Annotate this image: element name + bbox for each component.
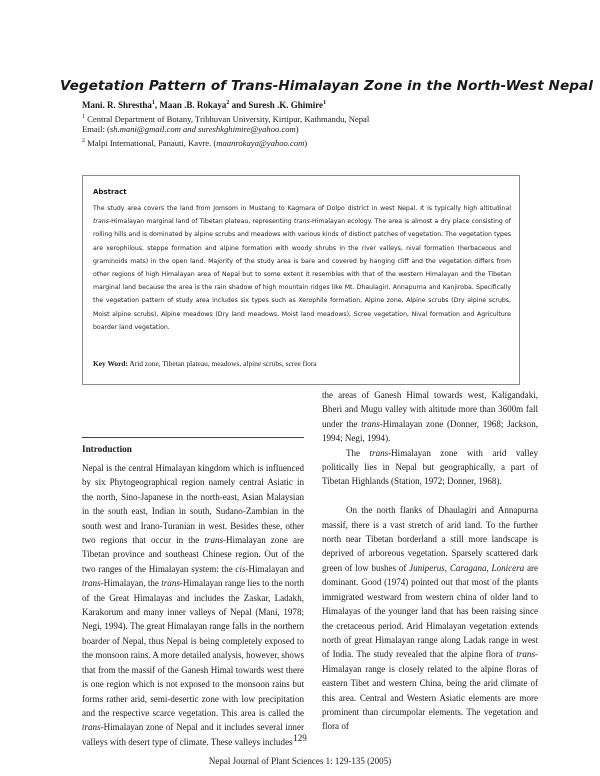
affiliation-2-marker: 2 <box>82 138 85 144</box>
email-label: Email: ( <box>82 124 110 134</box>
author-separator: , <box>154 100 160 110</box>
intro-text-part: -Himalayan range lies to the north of the Great Himalayas and includes the Zaskar, Ladakh, Karakorum and many inner valleys of Nepal (Mani, 1978; Negi, 1994). The great Himalayan range falls in the northern boarder of Nepal, thus Nepal is being completely exposed to the monsoon rains. A more detailed analysis, however, shows that from the massif of the Ganesh Himal towards west there is one region which is not exposed to the monsoon rains but forms rather arid, semi-desertic zone with low precipitation and the respective scarce vegetation. This area is called the <box>82 578 305 718</box>
intro-text-part: -Himalayan zone (Donner, 1968; Jackson, 1994; Negi, 1994). <box>322 418 538 444</box>
abstract-italic: trans <box>93 218 109 226</box>
journal-citation: Nepal Journal of Plant Sciences 1: 129-135 (2005) <box>208 756 392 766</box>
intro-italic: trans <box>82 722 101 733</box>
intro-italic-taxon: Caragana <box>449 562 487 573</box>
intro-text-part: -Himalayan zone of Nepal and it includes several inner valleys with desert type of climate. These valleys includes <box>82 722 304 747</box>
author-3: Suresh .K. Ghimire <box>248 100 324 110</box>
intro-text-part: -Himalayan and <box>245 563 304 574</box>
intro-text-part: -Himalayan zone are Tibetan province and southeast Chinese region. Out of the two ranges of the Himalayan system: the <box>82 535 304 574</box>
affiliation-1-marker: 1 <box>82 114 85 120</box>
intro-text-part: -Himalayan, the <box>100 578 162 589</box>
intro-italic: trans <box>516 649 535 660</box>
abstract-text-part: The study area covers the land from Jomsom in Mustang to Kagmara of Dolpo district in west Nepal. It is typically high altitudinal <box>93 205 511 212</box>
affiliation-1 <box>82 112 369 125</box>
email-close: ) <box>295 124 299 134</box>
email-line <box>82 124 299 135</box>
affiliation-2-close: ) <box>304 137 308 148</box>
page-number: 129 <box>293 733 307 743</box>
intro-text-part: The <box>346 447 370 458</box>
section-heading-introduction: Introduction <box>82 444 132 454</box>
intro-left-column <box>82 461 304 749</box>
intro-text-part: Nepal is the central Himalayan kingdom which is influenced by six Phytogeographical region namely central Asiatic in the north, Sino-Japanese in the north-east, Asian Malaysian in the south east, Indian in south, Sudano-Zambian in the south west and Irano-Turanian in west. Besides these, other two regions that occur in the <box>82 463 304 546</box>
intro-right-column <box>322 388 538 734</box>
intro-text-part: are dominant. Good (1974) pointed out that most of the plants immigrated westward from western china of older land to Himalayas of the younger land that has been raising since the cretaceous period. Arid Himalayan vegetation extends north of great Himalayan range along Ladak range in west of India. The study revealed that the alpine flora of <box>322 562 538 660</box>
keywords-label: Key Word: <box>93 359 128 368</box>
intro-italic: trans <box>161 578 180 589</box>
author-separator: and <box>229 100 249 110</box>
abstract-text <box>93 202 511 334</box>
abstract-italic: trans <box>293 218 310 226</box>
affiliation-2 <box>82 136 307 149</box>
intro-italic: trans <box>82 578 101 589</box>
email-value: sh.mani@gmail.com and sureshkghimire@yahoo.com <box>109 124 296 134</box>
affiliation-1-text: Central Department of Botany, Tribhuvan University, Kirtipur, Kathmandu, Nepal <box>85 113 370 124</box>
affiliation-2-email: maanrokaya@yahoo.com <box>216 137 305 148</box>
intro-text-part: , <box>486 562 492 573</box>
abstract-text-part: -Himalayan ecology. The area is almost a dry place consisting of rolling hills and is dominated by alpine scrubs and meadows with various kinds of distinct patches of vegetation. The vegetation types are xerophilous, steppe formation and alpine formation with woody shrubs in the river valleys, nival formation (herbaceous and graminoids mats) in the open land. Majority of the study area is bare and covered by hanging cliff and the vegetation differs from other regions of high Himalayan area of Nepal but to some extent it resembles with that of the western Himalayan and the Tibetan marginal land because the area is the rain shadow of high mountain ridges like Mt. Dhaulagiri, Annapurna and Kanjiroba. Specifically the vegetation pattern of study area includes six types such as Xerophile formation, Alpine zone, Alpine scrubs (Dry alpine scrubs, Moist alpine scrubs), Alpine meadows (Dry land meadows, Moist land meadows), Scree vegetation, Nival formation and Agriculture boarder land vegetation. <box>93 218 511 331</box>
keywords-line <box>93 359 317 368</box>
abstract-heading: Abstract <box>93 188 127 196</box>
intro-italic: cis <box>235 563 246 574</box>
intro-text-part: -Himalayan zone with arid valley politically lies in Nepal but geographically, a part of Tibetan Highlands (Station, 1972; Donner, 1968). <box>322 447 538 487</box>
affiliation-2-text: Malpi International, Panauti, Kavre. ( <box>85 137 217 148</box>
intro-italic: trans <box>369 447 389 458</box>
intro-text-part: the areas of Ganesh Himal towards west, Kaligandaki, Bheri and Mugu valley with altitude more than 3600m fall under the <box>322 390 538 429</box>
author-2-affil: 2 <box>226 100 230 106</box>
intro-italic-taxon: Juniperus <box>409 562 445 573</box>
author-1: Mani. R. Shrestha <box>82 100 152 110</box>
abstract-box <box>82 175 520 385</box>
author-3-affil: 1 <box>323 100 327 106</box>
author-line <box>82 100 326 110</box>
abstract-text-part: -Himalayan marginal land of Tibetan plateau, representing <box>108 218 294 226</box>
intro-italic: trans <box>204 535 224 546</box>
intro-text-part: On the north flanks of Dhaulagiri and Annapurna massif, there is a vast stretch of arid land. To the further north near Tibetan borderland a still more landscape is deprived of arboreous vegetation. Sparsely scattered dark green of low bushes of <box>322 505 538 573</box>
intro-italic: trans <box>361 418 380 429</box>
author-1-affil: 1 <box>151 100 155 106</box>
section-divider <box>82 437 304 438</box>
intro-italic-taxon: Lonicera <box>491 562 525 573</box>
keywords-text: Arid zone, Tibetan plateau, meadows, alpine scrubs, scree flora <box>127 359 317 368</box>
intro-text-part: , <box>444 562 450 573</box>
paper-title: Vegetation Pattern of Trans-Himalayan Zone in the North-West Nepal <box>60 78 593 94</box>
intro-text-part: -Himalayan range is closely related to the alpine floras of eastern Tibet and western China, being the arid climate of this area. Central and Western Asiatic elements are more prominent than circumpolar elements. The vegetation and flora of <box>322 649 538 732</box>
author-2: Maan .B. Rokaya <box>159 100 227 110</box>
